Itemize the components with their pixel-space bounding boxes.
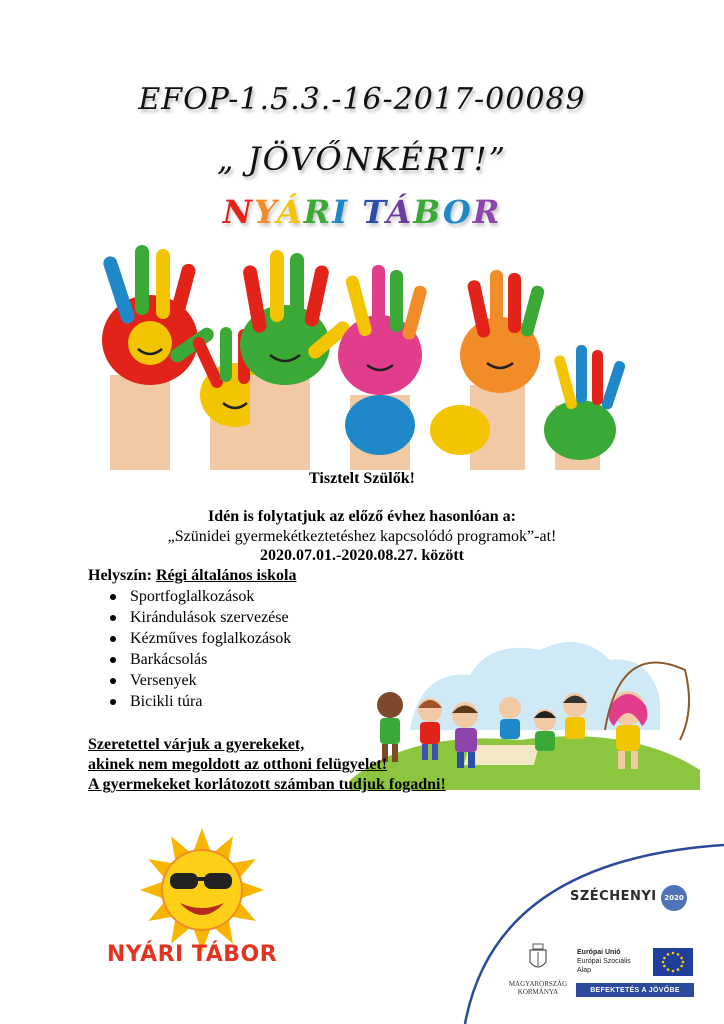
program-line: „Szünidei gyermekétkeztetéshez kapcsolódó programok”-at! (167, 528, 557, 545)
camp-title-letter: Á (276, 193, 304, 231)
eu-flag-icon (653, 948, 693, 976)
camp-title-letter: I (332, 193, 350, 231)
closing-line-1: Szeretettel várjuk a gyerekeket, (88, 736, 305, 753)
camp-title-letter: R (303, 193, 333, 231)
hand-5 (430, 270, 545, 470)
eu-label (577, 948, 631, 975)
camp-title-letter: O (442, 193, 473, 231)
camp-title-letter: Y (253, 193, 277, 231)
project-code: EFOP-1.5.3.-16-2017-00089 (138, 82, 586, 117)
greeting: Tisztelt Szülők! (309, 470, 415, 487)
painted-hands-illustration (90, 245, 650, 470)
eu-line-3: Alap (577, 967, 592, 974)
list-item: Kirándulások szervezése (110, 607, 291, 628)
location-value: Régi általános iskola (156, 567, 297, 584)
invest-banner: BEFEKTETÉS A JÖVŐBE (576, 983, 694, 997)
child-1 (377, 692, 403, 762)
eu-line-2: Európai Szociális (577, 958, 631, 965)
location-line (88, 567, 296, 585)
government-line-1: MAGYARORSZÁG (508, 980, 568, 988)
hand-4 (338, 265, 428, 470)
list-item: Versenyek (110, 670, 291, 691)
list-item: Kézműves foglalkozások (110, 628, 291, 649)
dates-line: 2020.07.01.-2020.08.27. között (260, 547, 464, 564)
government-line-2: KORMÁNYA (517, 988, 559, 996)
activities-list (110, 586, 291, 712)
closing-line-3: A gyermekeket korlátozott számban tudjuk fogadni! (88, 776, 446, 793)
camp-title-letter (349, 193, 362, 231)
list-item: Barkácsolás (110, 649, 291, 670)
slogan: „ JÖVŐNKÉRT!” (217, 140, 507, 178)
coat-of-arms-icon (527, 942, 549, 972)
list-item: Sportfoglalkozások (110, 586, 291, 607)
eu-line-1: Európai Unió (577, 949, 621, 956)
government-label (505, 980, 571, 996)
camp-title-letter: R (472, 193, 502, 231)
camp-title-letter: B (413, 193, 443, 231)
list-item: Bicikli túra (110, 691, 291, 712)
intro-line: Idén is folytatjuk az előző évhez hasonlóan a: (208, 508, 516, 525)
hand-3 (240, 250, 353, 470)
camp-logo-text: NYÁRI TÁBOR (106, 942, 278, 967)
szechenyi-2020-badge: 2020 (661, 885, 687, 911)
camp-title-letter: N (222, 193, 254, 231)
location-label: Helyszín: (88, 567, 152, 584)
closing-line-2: akinek nem megoldott az otthoni felügyelet! (88, 756, 388, 773)
camp-title-letter: T (362, 193, 387, 231)
szechenyi-label: SZÉCHENYI (570, 889, 657, 904)
camp-title-letter: Á (386, 193, 414, 231)
hand-6 (544, 345, 626, 470)
children-playing-illustration (350, 630, 700, 790)
camp-title (0, 193, 724, 231)
